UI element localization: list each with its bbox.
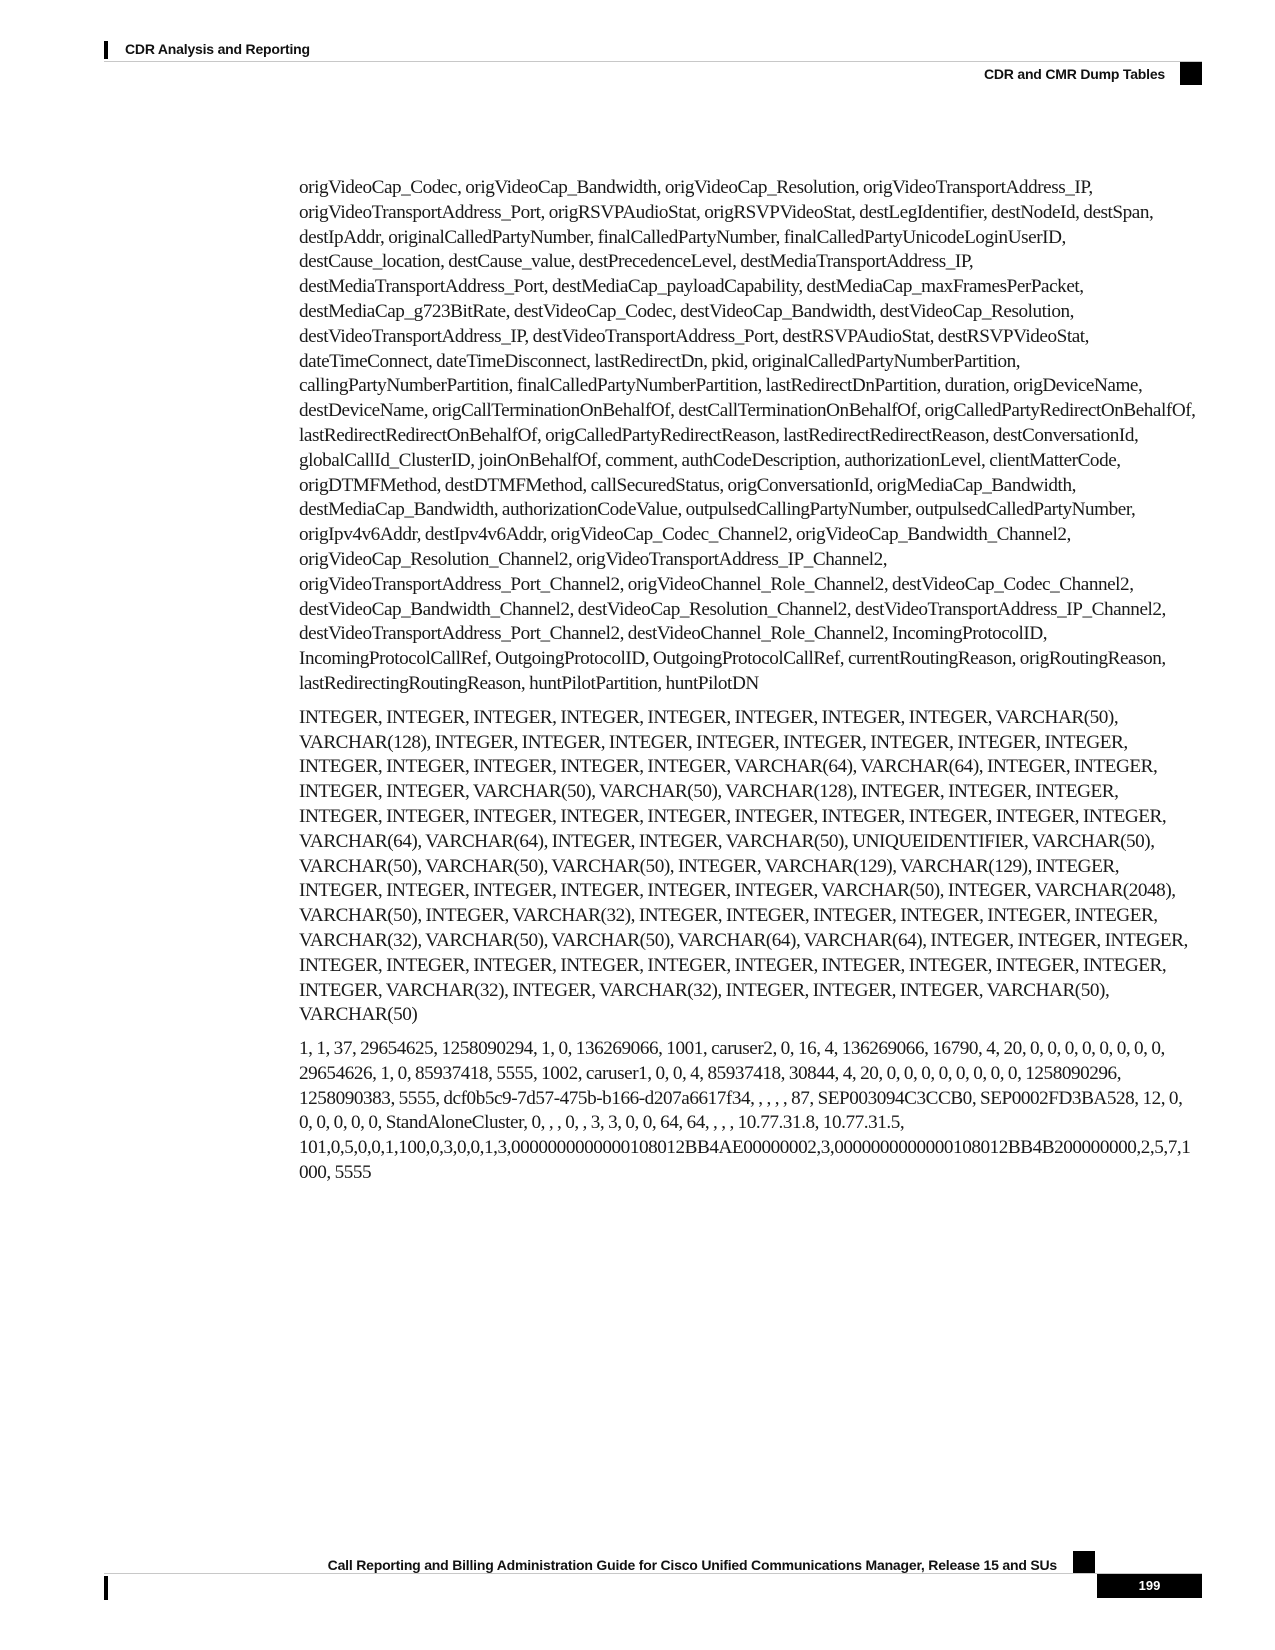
field-values-paragraph: 1, 1, 37, 29654625, 1258090294, 1, 0, 136269066, 1001, caruser2, 0, 16, 4, 136269066, 16790, 4, 20, 0, 0, 0, 0, 0, 0, 0, 0, 29654626, 1, 0, 85937418, 5555, 1002, caruser1, 0, 0, 4, 85937418, 30844, 4, 20, 0, 0, 0, 0, 0, 0, 0, 0, 1258090296, 1258090383, 5555, dcf0b5c9-7d57-475b-b166-d207a6617f34, , , , , 87, SEP003094C3CCB0, SEP0002FD3BA528, 12, 0, 0, 0, 0, 0, 0, StandAloneCluster, 0, , , 0, , 3, 3, 0, 0, 64, 64, , , , 10.77.31.8, 10.77.31.5, 101,0,5,0,0,1,100,0,3,0,0,1,3,0000000000000108012BB4AE00000002,3,0000000000000108012BB4B200000000,2,5,7,1000, 5555 [299, 1038, 1191, 1184]
footer-left-bar [104, 1576, 108, 1600]
main-content [299, 176, 1199, 1195]
footer-square [1073, 1551, 1095, 1573]
header-left-bar [104, 41, 108, 59]
section-title: CDR Analysis and Reporting [125, 41, 310, 57]
header-right-block [1180, 62, 1202, 85]
header-divider [104, 61, 1202, 62]
guide-title: Call Reporting and Billing Administration Guide for Cisco Unified Communications Manager, Release 15 and SUs [327, 1557, 1057, 1573]
page-number: 199 [1097, 1574, 1202, 1598]
subsection-title: CDR and CMR Dump Tables [983, 66, 1165, 82]
field-names-paragraph: origVideoCap_Codec, origVideoCap_Bandwidth, origVideoCap_Resolution, origVideoTransportAddress_IP, origVideoTransportAddress_Port, origRSVPAudioStat, origRSVPVideoStat, destLegIdentifier, destNodeId, destSpan, destIpAddr, originalCalledPartyNumber, finalCalledPartyNumber, finalCalledPartyUnicodeLoginUserID, destCause_location, destCause_value, destPrecedenceLevel, destMediaTransportAddress_IP, destMediaTransportAddress_Port, destMediaCap_payloadCapability, destMediaCap_maxFramesPerPacket, destMediaCap_g723BitRate, destVideoCap_Codec, destVideoCap_Bandwidth, destVideoCap_Resolution, destVideoTransportAddress_IP, destVideoTransportAddress_Port, destRSVPAudioStat, destRSVPVideoStat, dateTimeConnect, dateTimeDisconnect, lastRedirectDn, pkid, originalCalledPartyNumberPartition, callingPartyNumberPartition, finalCalledPartyNumberPartition, lastRedirectDnPartition, duration, origDeviceName, destDeviceName, origCallTerminationOnBehalfOf, destCallTerminationOnBehalfOf, origCalledPartyRedirectOnBehalfOf, lastRedirectRedirectOnBehalfOf, origCalledPartyRedirectReason, lastRedirectRedirectReason, destConversationId, globalCallId_ClusterID, joinOnBehalfOf, comment, authCodeDescription, authorizationLevel, clientMatterCode, origDTMFMethod, destDTMFMethod, callSecuredStatus, origConversationId, origMediaCap_Bandwidth, destMediaCap_Bandwidth, authorizationCodeValue, outpulsedCallingPartyNumber, outpulsedCalledPartyNumber, origIpv4v6Addr, destIpv4v6Addr, origVideoCap_Codec_Channel2, origVideoCap_Bandwidth_Channel2, origVideoCap_Resolution_Channel2, origVideoTransportAddress_IP_Channel2, origVideoTransportAddress_Port_Channel2, origVideoChannel_Role_Channel2, destVideoCap_Codec_Channel2, destVideoCap_Bandwidth_Channel2, destVideoCap_Resolution_Channel2, destVideoTransportAddress_IP_Channel2, destVideoTransportAddress_Port_Channel2, destVideoChannel_Role_Channel2, IncomingProtocolID, IncomingProtocolCallRef, OutgoingProtocolID, OutgoingProtocolCallRef, currentRoutingReason, origRoutingReason, lastRedirectingRoutingReason, huntPilotPartition, huntPilotDN [299, 177, 1196, 694]
field-types-paragraph: INTEGER, INTEGER, INTEGER, INTEGER, INTEGER, INTEGER, INTEGER, INTEGER, VARCHAR(50), VARCHAR(128), INTEGER, INTEGER, INTEGER, INTEGER, INTEGER, INTEGER, INTEGER, INTEGER, INTEGER, INTEGER, INTEGER, INTEGER, INTEGER, VARCHAR(64), VARCHAR(64), INTEGER, INTEGER, INTEGER, INTEGER, VARCHAR(50), VARCHAR(50), VARCHAR(128), INTEGER, INTEGER, INTEGER, INTEGER, INTEGER, INTEGER, INTEGER, INTEGER, INTEGER, INTEGER, INTEGER, INTEGER, INTEGER, VARCHAR(64), VARCHAR(64), INTEGER, INTEGER, VARCHAR(50), UNIQUEIDENTIFIER, VARCHAR(50), VARCHAR(50), VARCHAR(50), VARCHAR(50), INTEGER, VARCHAR(129), VARCHAR(129), INTEGER, INTEGER, INTEGER, INTEGER, INTEGER, INTEGER, INTEGER, VARCHAR(50), INTEGER, VARCHAR(2048), VARCHAR(50), INTEGER, VARCHAR(32), INTEGER, INTEGER, INTEGER, INTEGER, INTEGER, INTEGER, VARCHAR(32), VARCHAR(50), VARCHAR(50), VARCHAR(64), VARCHAR(64), INTEGER, INTEGER, INTEGER, INTEGER, INTEGER, INTEGER, INTEGER, INTEGER, INTEGER, INTEGER, INTEGER, INTEGER, INTEGER, INTEGER, VARCHAR(32), INTEGER, VARCHAR(32), INTEGER, INTEGER, INTEGER, VARCHAR(50), VARCHAR(50) [299, 706, 1188, 1026]
footer-divider [104, 1573, 1202, 1574]
